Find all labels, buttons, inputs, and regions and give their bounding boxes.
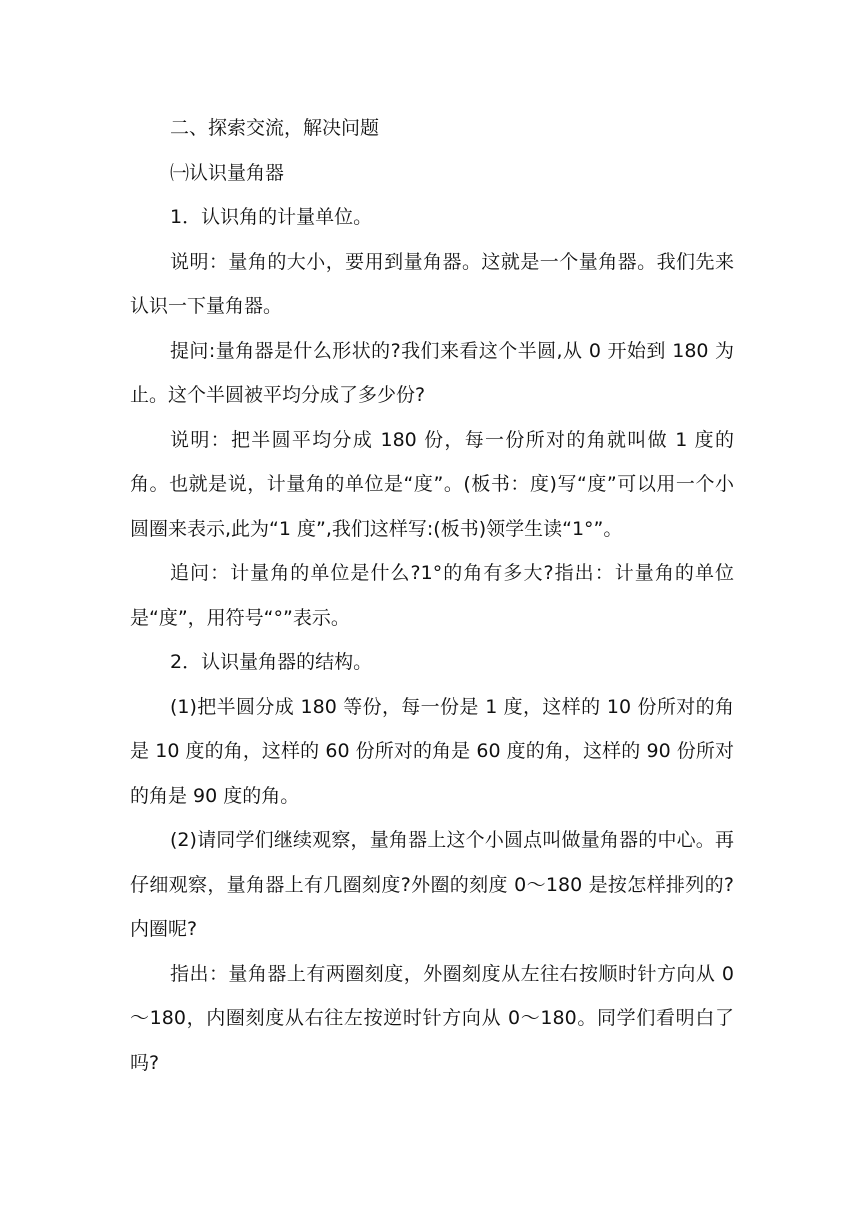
paragraph-conclusion: 指出：量角器上有两圈刻度，外圈刻度从左往右按顺时针方向从 0～180，内圈刻度从右往左按逆时针方向从 0～180。同学们看明白了吗? xyxy=(130,962,734,1074)
subsection-heading: ㈠认识量角器 xyxy=(170,161,285,184)
paragraph-explanation-1: 说明：量角的大小，要用到量角器。这就是一个量角器。我们先来认识一下量角器。 xyxy=(130,250,734,317)
paragraph-point-1: (1)把半圆分成 180 等份，每一份是 1 度，这样的 10 份所对的角是 10 度的角，这样的 60 份所对的角是 60 度的角，这样的 90 份所对的角是 90 度的角。 xyxy=(130,695,734,807)
section-heading: 二、探索交流，解决问题 xyxy=(170,117,380,139)
paragraph-question-1: 提问:量角器是什么形状的?我们来看这个半圆,从 0 开始到 180 为止。这个半圆被平均分成了多少份? xyxy=(130,339,734,406)
paragraph-explanation-2: 说明：把半圆平均分成 180 份，每一份所对的角就叫做 1 度的角。也就是说，计量角的单位是“度”。(板书：度)写“度”可以用一个小圆圈来表示,此为“1 度”,我们这样写:(板书)领学生读“1°”。 xyxy=(130,428,734,540)
step-heading-2: 2．认识量角器的结构。 xyxy=(170,651,373,673)
document-body xyxy=(130,106,734,1085)
paragraph-point-2: (2)请同学们继续观察，量角器上这个小圆点叫做量角器的中心。再仔细观察，量角器上有几圈刻度?外圈的刻度 0～180 是按怎样排列的?内圈呢? xyxy=(130,829,734,940)
paragraph-followup-question: 追问：计量角的单位是什么?1°的角有多大?指出：计量角的单位是“度”，用符号“°”表示。 xyxy=(130,562,734,629)
step-heading-1: 1．认识角的计量单位。 xyxy=(170,206,373,228)
